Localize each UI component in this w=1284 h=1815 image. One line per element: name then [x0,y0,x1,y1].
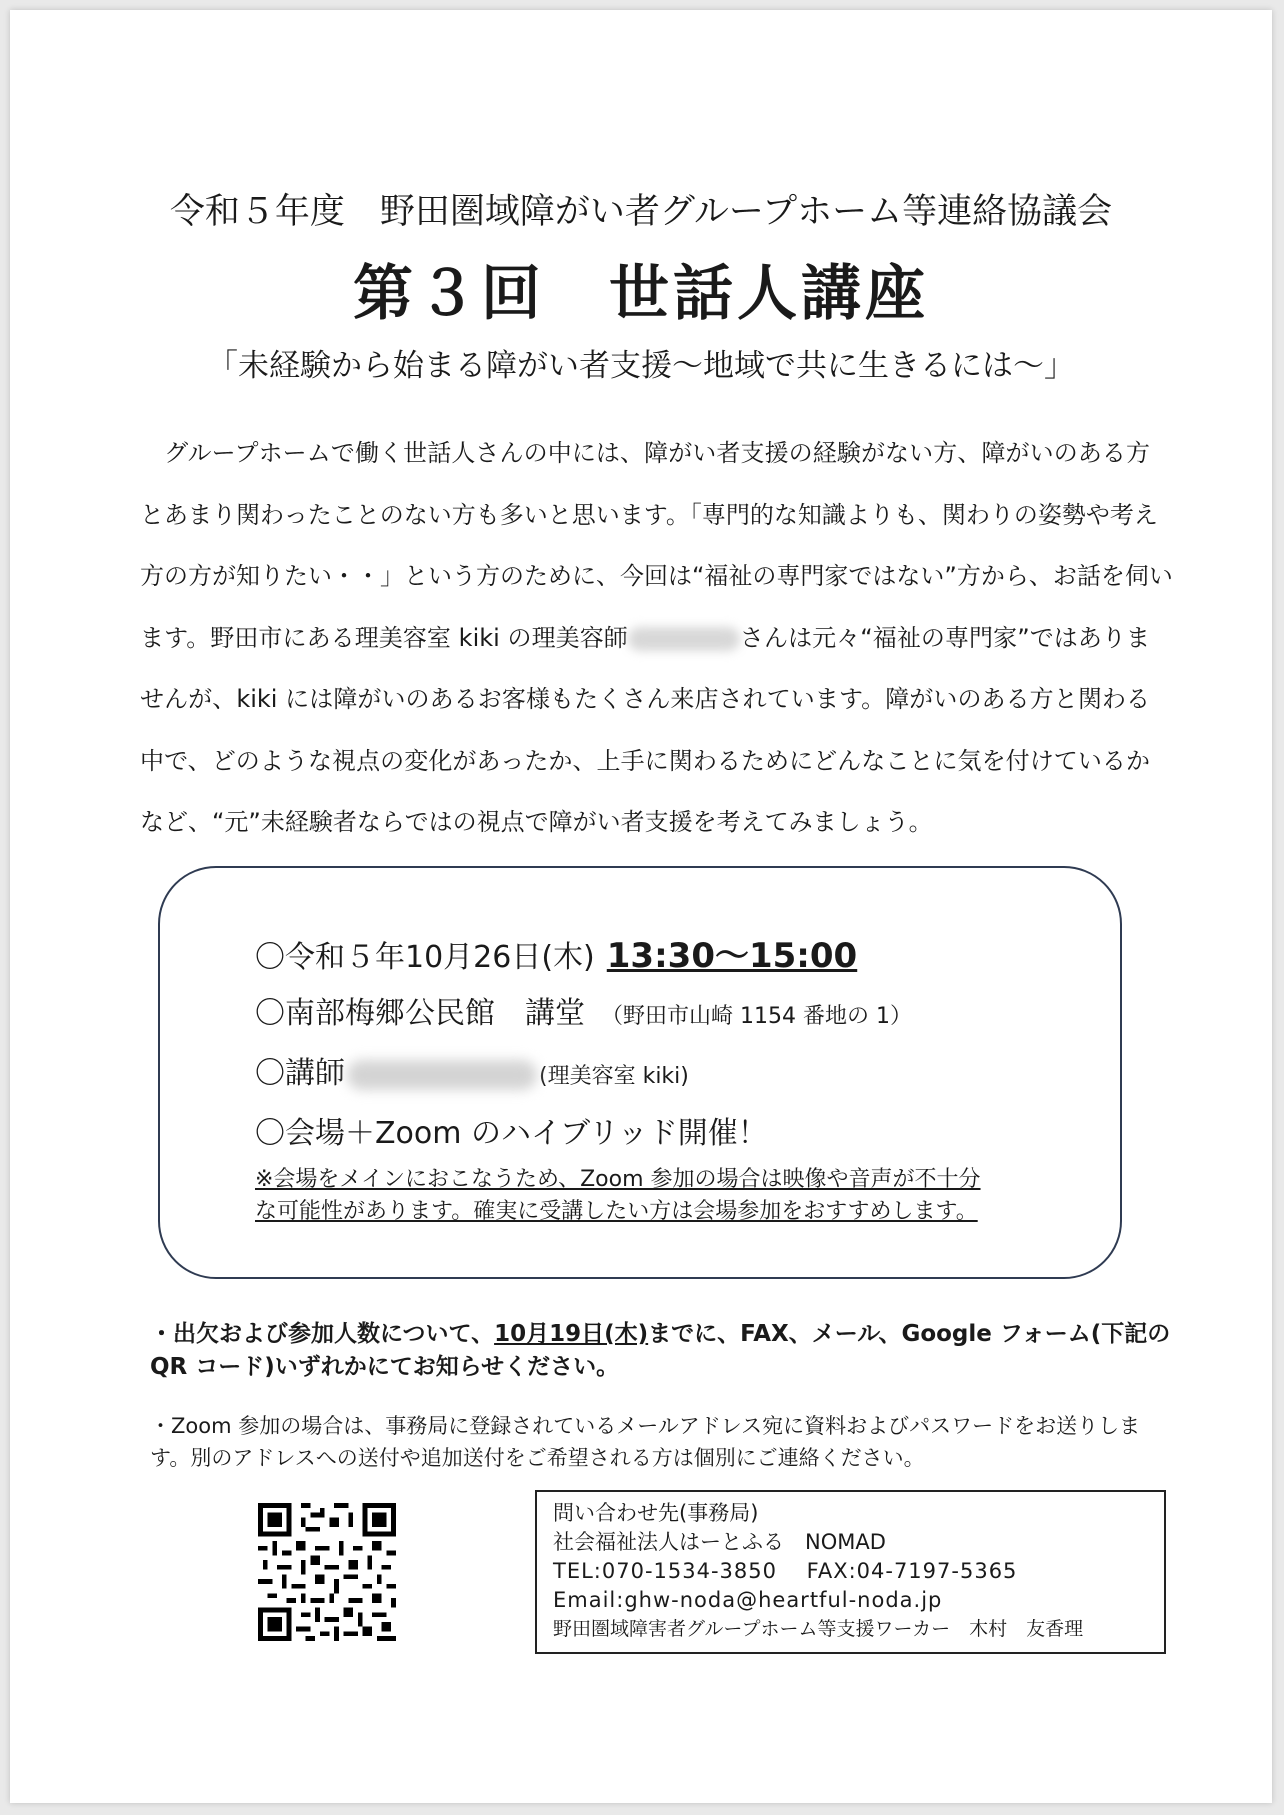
qr-code-icon[interactable] [258,1503,396,1641]
intro-line: など、“元”未経験者ならではの視点で障がい者支援を考えてみましょう。 [140,808,933,836]
event-venue: 〇南部梅郷公民館 講堂 [255,996,585,1031]
redacted-name [628,627,740,651]
zoom-note [255,1164,981,1228]
zoom-note-line: な可能性があります。確実に受講したい方は会場参加をおすすめします。 [255,1199,978,1224]
rsvp-text: までに、FAX、メール、Google フォーム(下記の [648,1321,1171,1347]
intro-line: せんが、kiki には障がいのあるお客様もたくさん来店されています。障がいのある方と関わる [140,685,1150,713]
zoom-note-line: ※会場をメインにおこなうため、Zoom 参加の場合は映像や音声が不十分 [255,1167,981,1192]
contact-box [535,1490,1166,1654]
contact-email[interactable]: Email:ghw-noda@heartful-noda.jp [553,1588,943,1612]
flyer-page [10,10,1272,1803]
rsvp-text: ・出欠および参加人数について、 [150,1321,495,1347]
rsvp-line: QR コード)いずれかにてお知らせください。 [150,1354,620,1380]
rsvp-line [150,1318,1171,1351]
event-format: 〇会場＋Zoom のハイブリッド開催！ [255,1116,768,1151]
event-address: （野田市山崎 1154 番地の 1） [601,1004,912,1029]
contact-organization: 社会福祉法人はーとふる NOMAD [553,1530,886,1554]
rsvp-notice [150,1318,1171,1384]
event-venue-line [255,988,912,1032]
rsvp-deadline: 10月19日(木) [494,1321,649,1347]
zoom-notice [150,1410,1160,1474]
contact-person: 野田圏域障害者グループホーム等支援ワーカー 木村 友香理 [553,1618,1084,1640]
redacted-lecturer-name [347,1060,537,1090]
intro-text: グループホームで働く世話人さんの中には、障がい者支援の経験がない方、障がいのある方 [164,439,1151,467]
event-info-box [158,866,1122,1279]
intro-text: ます。野田市にある理美容室 kiki の理美容師 [140,623,628,652]
lecturer-affiliation: (理美容室 kiki) [539,1064,689,1089]
organization-title: 令和５年度 野田圏域障がい者グループホーム等連絡協議会 [169,192,1113,232]
intro-line: 方の方が知りたい・・」という方のために、今回は“福祉の専門家ではない”方から、お話を伺い [140,562,1173,590]
event-date-line [255,928,857,977]
event-lecturer-line [255,1048,689,1092]
zoom-notice-line: ・Zoom 参加の場合は、事務局に登録されているメールアドレス宛に資料およびパスワードをお送りしま [150,1414,1141,1438]
intro-line: とあまり関わったことのない方も多いと思います。「専門的な知識よりも、関わりの姿勢や考え [140,500,1158,529]
event-date: 〇令和５年10月26日(木) [255,940,595,975]
intro-line [140,608,1150,670]
event-time: 13:30～15:00 [606,936,858,976]
lecture-subtitle: 「未経験から始まる障がい者支援～地域で共に生きるには～」 [207,348,1075,384]
intro-paragraph [140,423,1173,854]
intro-line [140,423,1150,485]
intro-text: さんは元々“福祉の専門家”ではありま [739,623,1150,652]
zoom-notice-line: す。別のアドレスへの送付や追加送付をご希望される方は個別にご連絡ください。 [150,1446,925,1470]
lecturer-label: 〇講師 [255,1056,345,1091]
main-title: 第３回 世話人講座 [353,259,929,329]
contact-heading: 問い合わせ先(事務局) [553,1501,759,1525]
contact-tel-fax: TEL:070-1534-3850 FAX:04-7197-5365 [553,1559,1018,1583]
intro-line: 中で、どのような視点の変化があったか、上手に関わるためにどんなことに気を付けているか [140,746,1150,775]
